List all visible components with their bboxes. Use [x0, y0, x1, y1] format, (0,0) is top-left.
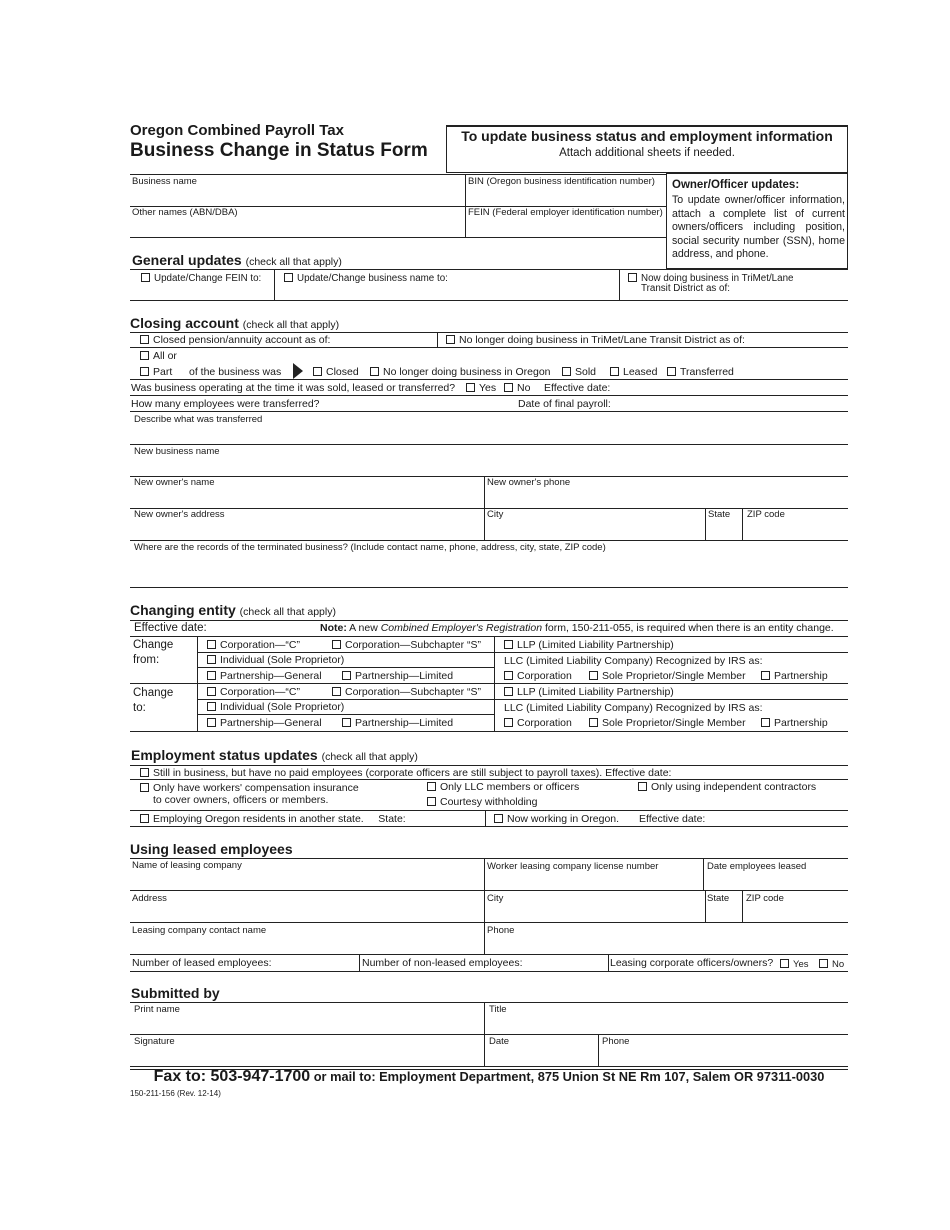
changing-entity-sub: (check all that apply) [239, 606, 336, 618]
corp-c-label: Corporation—“C” [220, 686, 300, 698]
divider [130, 332, 848, 333]
checkbox[interactable] [780, 959, 789, 968]
divider [130, 540, 848, 541]
update-note: Attach additional sheets if needed. [559, 147, 735, 159]
update-name-option[interactable] [284, 272, 448, 285]
checkbox[interactable] [494, 814, 503, 823]
to-llc-sole-member-option[interactable] [589, 717, 746, 729]
no-longer-oregon-option[interactable] [370, 366, 551, 378]
employing-residents-option[interactable] [140, 813, 406, 825]
corp-c-label: Corporation—“C” [220, 639, 300, 651]
divider [465, 174, 466, 237]
courtesy-withholding-option[interactable] [427, 796, 537, 808]
leasing-address-field[interactable]: Address [132, 893, 167, 904]
checkbox[interactable] [140, 814, 149, 823]
new-owner-phone-field[interactable]: New owner's phone [487, 477, 571, 488]
divider [619, 269, 620, 300]
submitted-by-heading: Submitted by [131, 985, 220, 1001]
divider [130, 379, 848, 380]
form-number: 150-211-156 (Rev. 12-14) [130, 1089, 221, 1098]
pension-option[interactable] [140, 334, 330, 346]
divider [598, 1034, 599, 1066]
trimet-start-label: Now doing business in TriMet/Lane [641, 273, 794, 284]
divider [130, 587, 848, 588]
transferred-label: Transferred [680, 366, 734, 378]
all-option[interactable] [140, 350, 177, 362]
divider [703, 858, 704, 890]
sole-member-label: Sole Proprietor/Single Member [602, 670, 746, 682]
divider [130, 922, 848, 923]
divider [130, 954, 848, 955]
checkbox[interactable] [667, 367, 676, 376]
divider [130, 174, 667, 175]
employment-status-title: Employment status updates [131, 747, 318, 763]
courtesy-label: Courtesy withholding [440, 796, 538, 808]
general-updates-title: General updates [132, 252, 242, 268]
checkbox[interactable] [140, 335, 149, 344]
checkbox[interactable] [140, 351, 149, 360]
yes-label: Yes [479, 382, 497, 394]
change-from-label-2: from: [133, 654, 160, 666]
now-working-label: Now working in Oregon. [507, 813, 620, 825]
operating-no-option[interactable] [504, 382, 530, 394]
checkbox[interactable] [504, 718, 513, 727]
checkbox[interactable] [140, 768, 149, 777]
divider [130, 826, 848, 827]
partnership-limited-label: Partnership—Limited [355, 717, 454, 729]
change-to-label-1: Change [133, 687, 174, 699]
to-corp-c-option[interactable] [207, 686, 300, 698]
sold-label: Sold [575, 366, 597, 378]
to-llc-corporation-option[interactable] [504, 717, 572, 729]
title-field[interactable]: Title [489, 1004, 507, 1015]
from-individual-option[interactable] [207, 654, 344, 666]
yes-label: Yes [793, 959, 809, 970]
checkbox[interactable] [141, 273, 150, 282]
workers-comp-label: Only have workers' compensation insurance [153, 782, 359, 794]
contractors-option[interactable] [638, 781, 816, 793]
checkbox[interactable] [761, 718, 770, 727]
employing-residents-label: Employing Oregon residents in another state. State: [153, 813, 406, 825]
checkbox[interactable] [589, 718, 598, 727]
leasing-contact-field[interactable]: Leasing company contact name [132, 925, 267, 936]
leasing-company-field[interactable]: Name of leasing company [132, 860, 242, 871]
corp-s-label: Corporation—Subchapter “S” [345, 639, 481, 651]
from-partnership-general-option[interactable] [207, 670, 322, 682]
leasing-officers-no-option[interactable] [819, 958, 844, 971]
corp-s-label: Corporation—Subchapter “S” [345, 686, 481, 698]
checkbox[interactable] [819, 959, 828, 968]
to-corp-s-option[interactable] [332, 686, 481, 698]
from-llc-sole-member-option[interactable] [589, 670, 746, 682]
from-llc-partnership-option[interactable] [761, 670, 828, 682]
checkbox[interactable] [332, 640, 341, 649]
update-fein-label: Update/Change FEIN to: [154, 273, 262, 284]
business-name-field[interactable]: Business name [132, 176, 197, 187]
divider [484, 858, 485, 954]
checkbox[interactable] [332, 687, 341, 696]
divider [130, 858, 848, 859]
note-pre: A new [346, 622, 381, 634]
from-partnership-limited-option[interactable] [342, 670, 453, 682]
checkbox[interactable] [207, 655, 216, 664]
date-field[interactable]: Date [489, 1036, 510, 1047]
checkbox[interactable] [638, 782, 647, 791]
checkbox[interactable] [207, 702, 216, 711]
new-owner-address-field[interactable]: New owner's address [134, 509, 225, 520]
all-or-label: All or [153, 350, 177, 362]
update-fein-option[interactable] [141, 272, 261, 285]
checkbox[interactable] [140, 367, 149, 376]
closing-account-heading [130, 315, 339, 331]
employees-transferred-field[interactable]: How many employees were transferred? [131, 398, 320, 410]
closing-account-sub: (check all that apply) [242, 319, 340, 331]
transferred-option[interactable] [667, 366, 734, 378]
footer-contact [130, 1068, 848, 1086]
checkbox[interactable] [427, 797, 436, 806]
of-business-label: of the business was [189, 366, 282, 378]
partnership-general-label: Partnership—General [220, 670, 322, 682]
leasing-phone-field[interactable]: Phone [487, 925, 515, 936]
part-option[interactable] [140, 366, 172, 378]
new-owner-state-field[interactable]: State [708, 509, 731, 520]
divider [130, 810, 848, 811]
records-location-field[interactable]: Where are the records of the terminated business? (Include contact name, phone, address, city, state, ZIP code) [134, 542, 606, 553]
final-payroll-field[interactable]: Date of final payroll: [518, 398, 611, 410]
divider [130, 636, 848, 637]
bin-field[interactable]: BIN (Oregon business identification number) [468, 176, 655, 187]
divider [197, 714, 494, 715]
still-in-business-option[interactable] [140, 767, 671, 779]
no-label: No [517, 382, 531, 394]
closed-label: Closed [326, 366, 359, 378]
divider [130, 411, 848, 412]
to-partnership-general-option[interactable] [207, 717, 322, 729]
divider [130, 731, 848, 732]
changing-entity-title: Changing entity [130, 602, 236, 618]
checkbox[interactable] [504, 640, 513, 649]
checkbox[interactable] [610, 367, 619, 376]
leasing-city-field[interactable]: City [487, 893, 504, 904]
to-partnership-limited-option[interactable] [342, 717, 453, 729]
individual-label: Individual (Sole Proprietor) [220, 701, 345, 713]
other-names-field[interactable]: Other names (ABN/DBA) [132, 207, 238, 218]
form-subtitle: Oregon Combined Payroll Tax [130, 122, 344, 139]
llp-label: LLP (Limited Liability Partnership) [517, 639, 674, 651]
divider [197, 667, 494, 668]
form-title: Business Change in Status Form [130, 140, 428, 161]
divider [437, 332, 438, 347]
only-llc-option[interactable] [427, 781, 579, 793]
arrow-right-icon [292, 363, 304, 379]
license-number-field[interactable]: Worker leasing company license number [487, 861, 659, 872]
checkbox[interactable] [589, 671, 598, 680]
divider [130, 237, 667, 238]
contractors-label: Only using independent contractors [651, 781, 817, 793]
note-form-name: Combined Employer's Registration [380, 622, 543, 634]
change-to-label-2: to: [133, 702, 146, 714]
leasing-state-field[interactable]: State [707, 893, 730, 904]
entity-note [320, 622, 834, 634]
signature-field[interactable]: Signature [134, 1036, 175, 1047]
divider [130, 347, 848, 348]
divider [130, 620, 848, 621]
operating-yes-option[interactable] [466, 382, 496, 394]
closed-option[interactable] [313, 366, 359, 378]
divider [130, 444, 848, 445]
still-in-business-label: Still in business, but have no paid employees (corporate officers are still subject to payroll taxes). Effective date: [153, 767, 672, 779]
no-trimet-label: No longer doing business in TriMet/Lane Transit District as of: [459, 334, 745, 346]
leasing-zip-field[interactable]: ZIP code [746, 893, 784, 904]
general-updates-sub: (check all that apply) [245, 256, 342, 268]
checkbox[interactable] [562, 367, 571, 376]
checkbox[interactable] [427, 782, 436, 791]
to-llc-label: LLC (Limited Liability Company) Recognized by IRS as: [504, 702, 763, 714]
note-post: form, 150-211-055, is required when there is an entity change. [542, 622, 834, 634]
checkbox[interactable] [370, 367, 379, 376]
no-trimet-option[interactable] [446, 334, 745, 346]
divider [130, 971, 848, 972]
from-llc-corporation-option[interactable] [504, 670, 572, 682]
print-name-field[interactable]: Print name [134, 1004, 180, 1015]
leased-option[interactable] [610, 366, 657, 378]
new-owner-name-field[interactable]: New owner's name [134, 477, 215, 488]
divider [130, 1034, 848, 1035]
divider [130, 395, 848, 396]
corporation-label: Corporation [517, 670, 572, 682]
update-name-label: Update/Change business name to: [297, 273, 448, 284]
note-label: Note: [320, 622, 347, 634]
now-working-effective-date[interactable]: Effective date: [639, 813, 706, 825]
divider [130, 890, 848, 891]
checkbox[interactable] [761, 671, 770, 680]
owner-box-heading: Owner/Officer updates: [672, 179, 800, 191]
partnership-label: Partnership [774, 717, 828, 729]
divider [705, 890, 706, 922]
to-llp-option[interactable] [504, 686, 674, 698]
pension-label: Closed pension/annuity account as of: [153, 334, 331, 346]
update-heading: To update business status and employment information [461, 128, 833, 144]
divider [130, 683, 848, 684]
leased-employees-heading: Using leased employees [130, 841, 293, 857]
general-updates-heading [132, 252, 342, 268]
fein-field[interactable]: FEIN (Federal employer identification number) [468, 207, 663, 218]
checkbox[interactable] [504, 383, 513, 392]
checkbox[interactable] [140, 783, 149, 792]
checkbox[interactable] [342, 671, 351, 680]
no-label: No [832, 959, 845, 970]
from-corp-c-option[interactable] [207, 639, 300, 651]
leasing-officers-question: Leasing corporate officers/owners? [610, 957, 774, 969]
checkbox[interactable] [207, 687, 216, 696]
from-corp-s-option[interactable] [332, 639, 481, 651]
change-from-label-1: Change [133, 639, 174, 651]
individual-label: Individual (Sole Proprietor) [220, 654, 345, 666]
employment-status-sub: (check all that apply) [321, 751, 418, 763]
checkbox[interactable] [207, 718, 216, 727]
leased-label: Leased [623, 366, 658, 378]
checkbox[interactable] [504, 687, 513, 696]
divider [359, 954, 360, 971]
divider [274, 269, 275, 300]
new-business-name-field[interactable]: New business name [134, 446, 220, 457]
operating-question: Was business operating at the time it was sold, leased or transferred? [131, 382, 456, 394]
divider [130, 779, 848, 780]
to-individual-option[interactable] [207, 701, 344, 713]
checkbox[interactable] [207, 640, 216, 649]
fax-number: Fax to: 503-947-1700 [153, 1068, 311, 1085]
divider [197, 699, 848, 700]
divider [130, 269, 848, 270]
divider [485, 810, 486, 826]
divider [130, 1066, 848, 1067]
employment-status-heading [131, 747, 418, 763]
operating-effective-date[interactable]: Effective date: [544, 382, 611, 394]
from-llc-label: LLC (Limited Liability Company) Recognized by IRS as: [504, 655, 763, 667]
phone-field[interactable]: Phone [602, 1036, 630, 1047]
mail-address: or mail to: Employment Department, 875 Union St NE Rm 107, Salem OR 97311-0030 [310, 1069, 825, 1084]
changing-entity-heading [130, 602, 336, 618]
divider [130, 765, 848, 766]
sole-member-label: Sole Proprietor/Single Member [602, 717, 746, 729]
checkbox[interactable] [628, 273, 637, 282]
part-label: Part [153, 366, 173, 378]
partnership-general-label: Partnership—General [220, 717, 322, 729]
new-owner-zip-field[interactable]: ZIP code [747, 509, 785, 520]
divider [742, 890, 743, 922]
checkbox[interactable] [342, 718, 351, 727]
llp-label: LLP (Limited Liability Partnership) [517, 686, 674, 698]
from-llp-option[interactable] [504, 639, 674, 651]
num-non-leased-field[interactable]: Number of non-leased employees: [362, 957, 523, 969]
checkbox[interactable] [207, 671, 216, 680]
workers-comp-label-2: to cover owners, officers or members. [153, 794, 329, 806]
date-leased-field[interactable]: Date employees leased [707, 861, 807, 872]
divider [197, 652, 848, 653]
partnership-label: Partnership [774, 670, 828, 682]
partnership-limited-label: Partnership—Limited [355, 670, 454, 682]
no-longer-oregon-label: No longer doing business in Oregon [383, 366, 551, 378]
checkbox[interactable] [446, 335, 455, 344]
describe-transferred-field[interactable]: Describe what was transferred [134, 414, 263, 425]
checkbox[interactable] [284, 273, 293, 282]
entity-effective-date[interactable]: Effective date: [134, 622, 207, 634]
leasing-officers-yes-option[interactable] [780, 958, 809, 971]
num-leased-field[interactable]: Number of leased employees: [132, 957, 272, 969]
to-llc-partnership-option[interactable] [761, 717, 828, 729]
divider [705, 508, 706, 540]
divider [494, 636, 495, 732]
divider [742, 508, 743, 540]
trimet-start-label-2: Transit District as of: [641, 283, 730, 294]
workers-comp-option[interactable] [140, 782, 359, 794]
divider [608, 954, 609, 971]
corporation-label: Corporation [517, 717, 572, 729]
checkbox[interactable] [504, 671, 513, 680]
divider [130, 300, 848, 301]
checkbox[interactable] [466, 383, 475, 392]
only-llc-label: Only LLC members or officers [440, 781, 580, 793]
new-owner-city-field[interactable]: City [487, 509, 504, 520]
divider [130, 1002, 848, 1003]
owner-box-text: To update owner/officer information, attach a complete list of current owners/officers including position, social security number (SSN), home address, and phone. [672, 194, 845, 260]
divider [197, 636, 198, 732]
checkbox[interactable] [313, 367, 322, 376]
sold-option[interactable] [562, 366, 596, 378]
now-working-option[interactable] [494, 813, 619, 825]
closing-account-title: Closing account [130, 315, 239, 331]
